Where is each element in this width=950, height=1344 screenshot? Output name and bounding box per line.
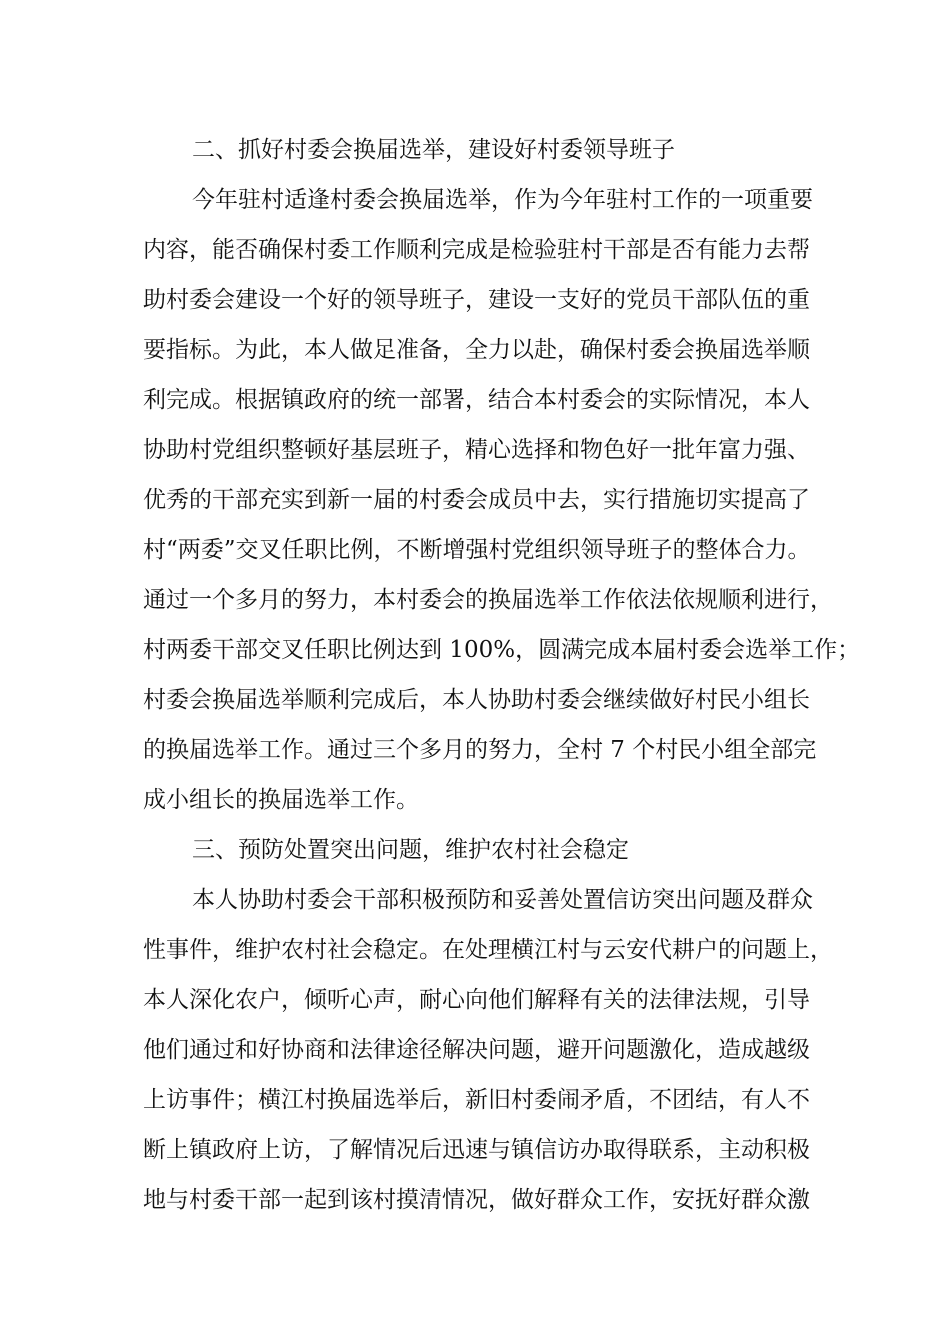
paragraph-line: 本人深化农户，倾听心声，耐心向他们解释有关的法律法规，引导 [143, 987, 810, 1013]
paragraph-line: 协助村党组织整顿好基层班子，精心选择和物色好一批年富力强、 [143, 437, 810, 463]
paragraph-line: 利完成。根据镇政府的统一部署，结合本村委会的实际情况，本人 [143, 387, 810, 413]
section-heading: 三、预防处置突出问题，维护农村社会稳定 [192, 837, 629, 863]
paragraph-line: 村两委干部交叉任职比例达到 100%，圆满完成本届村委会选举工作； [143, 637, 861, 663]
paragraph-line: 要指标。为此，本人做足准备，全力以赴，确保村委会换届选举顺 [143, 337, 810, 363]
paragraph-line: 内容，能否确保村委工作顺利完成是检验驻村干部是否有能力去帮 [143, 237, 810, 263]
paragraph-line: 村“两委”交叉任职比例，不断增强村党组织领导班子的整体合力。 [143, 537, 811, 563]
paragraph-line: 的换届选举工作。通过三个多月的努力，全村 7 个村民小组全部完 [143, 737, 817, 763]
paragraph-line: 地与村委干部一起到该村摸清情况，做好群众工作，安抚好群众激 [143, 1187, 810, 1213]
paragraph-line: 本人协助村委会干部积极预防和妥善处置信访突出问题及群众 [192, 887, 813, 913]
paragraph-line: 成小组长的换届选举工作。 [143, 787, 419, 813]
paragraph-line: 村委会换届选举顺利完成后，本人协助村委会继续做好村民小组长 [143, 687, 810, 713]
paragraph-line: 上访事件；横江村换届选举后，新旧村委闹矛盾，不团结，有人不 [143, 1087, 810, 1113]
paragraph-line: 优秀的干部充实到新一届的村委会成员中去，实行措施切实提高了 [143, 487, 810, 513]
paragraph-line: 断上镇政府上访，了解情况后迅速与镇信访办取得联系，主动积极 [143, 1137, 810, 1163]
paragraph-line: 通过一个多月的努力，本村委会的换届选举工作依法依规顺利进行， [143, 587, 833, 613]
paragraph-line: 他们通过和好协商和法律途径解决问题，避开问题激化，造成越级 [143, 1037, 810, 1063]
paragraph-line: 助村委会建设一个好的领导班子，建设一支好的党员干部队伍的重 [143, 287, 810, 313]
paragraph-line: 性事件，维护农村社会稳定。在处理横江村与云安代耕户的问题上， [143, 937, 833, 963]
section-heading: 二、抓好村委会换届选举，建设好村委领导班子 [192, 137, 675, 163]
paragraph-line: 今年驻村适逢村委会换届选举，作为今年驻村工作的一项重要 [192, 187, 813, 213]
